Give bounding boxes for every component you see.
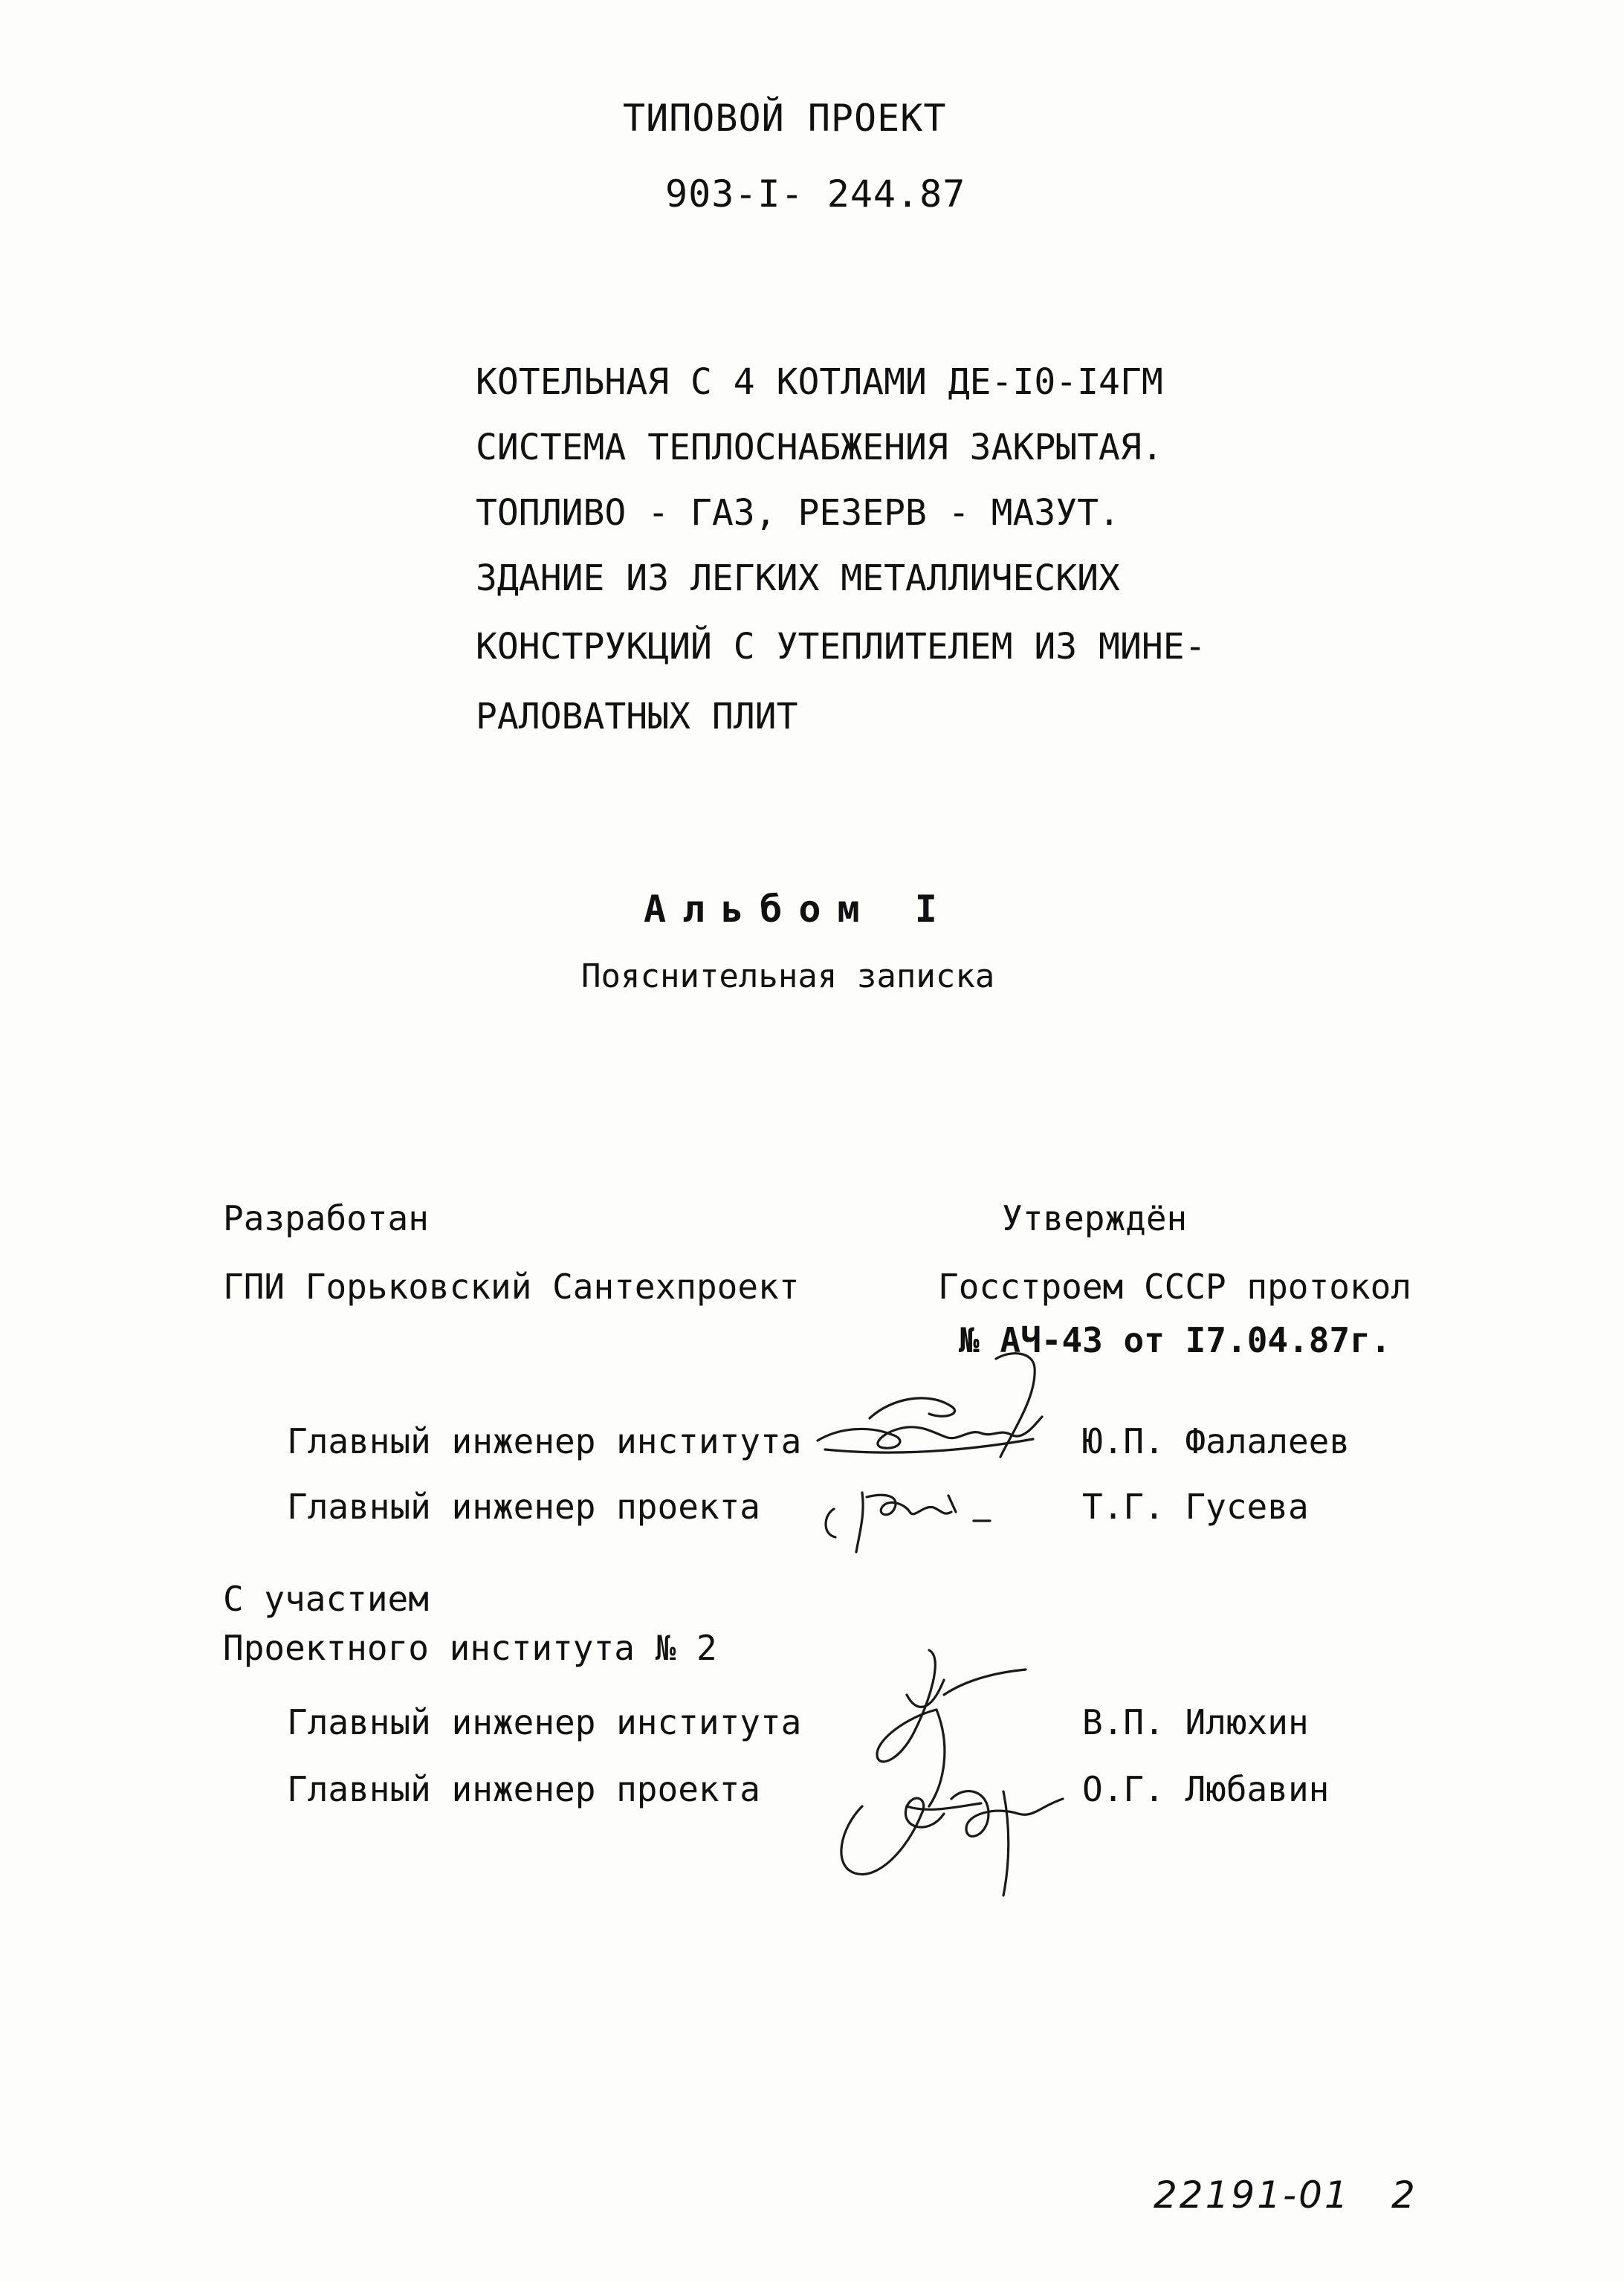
project-number: 903-I- 244.87 [665,172,966,216]
project-kind: ТИПОВОЙ ПРОЕКТ [623,97,947,140]
page-number: 2 [1391,2173,1417,2217]
signature-1 [810,1345,1078,1479]
participation-org: Проектного института № 2 [223,1628,717,1668]
approved-line-1: Госстроем СССР протокол [938,1267,1411,1307]
signatory-name-1: Ю.П. Фалалеев [1082,1421,1350,1461]
signature-4 [818,1717,1085,1895]
signatory-role-3: Главный инженер института [287,1702,802,1742]
description-line-4: ЗДАНИЕ ИЗ ЛЕГКИХ МЕТАЛЛИЧЕСКИХ [476,557,1120,599]
developed-org: ГПИ Горьковский Сантехпроект [223,1267,800,1307]
album-subtitle: Пояснительная записка [581,957,995,995]
approved-label: Утверждён [1002,1198,1188,1238]
description-line-3: ТОПЛИВО - ГАЗ, РЕЗЕРВ - МАЗУТ. [476,492,1120,534]
description-line-2: СИСТЕМА ТЕПЛОСНАБЖЕНИЯ ЗАКРЫТАЯ. [476,427,1163,468]
signatory-role-4: Главный инженер проекта [287,1769,760,1809]
developed-label: Разработан [223,1198,429,1238]
signatory-name-4: О.Г. Любавин [1082,1769,1330,1809]
description-line-6: РАЛОВАТНЫХ ПЛИТ [476,696,798,737]
approved-line-2: № АЧ-43 от I7.04.87г. [959,1320,1391,1360]
signatory-role-1: Главный инженер института [287,1421,802,1461]
signature-2 [818,1463,1041,1559]
description-line-5: КОНСТРУКЦИЙ С УТЕПЛИТЕЛЕМ ИЗ МИНЕ- [476,626,1206,668]
participation-label: С участием [223,1579,429,1619]
description-line-1: КОТЕЛЬНАЯ С 4 КОТЛАМИ ДЕ-I0-I4ГМ [476,361,1163,403]
album-title: Альбом I [644,888,954,931]
document-code: 22191-01 [1154,2173,1350,2217]
signatory-name-3: В.П. Илюхин [1082,1702,1309,1742]
signatory-role-2: Главный инженер проекта [287,1487,760,1527]
signatory-name-2: Т.Г. Гусева [1082,1487,1309,1527]
